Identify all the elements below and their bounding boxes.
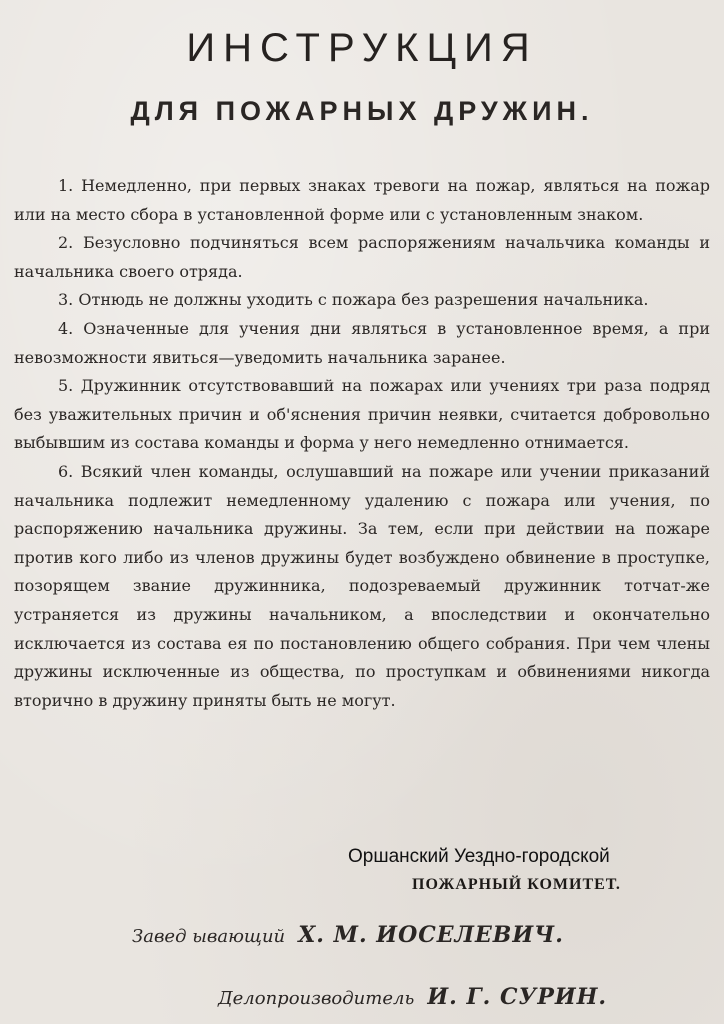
document-title: ИНСТРУКЦИЯ xyxy=(186,26,538,70)
paragraph-6: 6. Всякий член команды, ослушавший на пожаре или учении приказаний начальника подлежит немедленному удалению с пожара или учения, по распоряжению начальника дружины. За тем, если при действии на пожаре против кого либо из членов дружины будет возбуждено обвинение в проступке, позорящем звание дружинника, подозреваемый дружинник тотчат-же устраняется из дружины начальником, а впоследствии и окончательно исключается из состава ея по постановлению общего собрания. При чем члены дружины исключенные из общества, по проступкам и обвинениями никогда вторично в дружину приняты быть не могут. xyxy=(14,461,710,710)
paragraph-2: 2. Безусловно подчиняться всем распоряжениям начальчика команды и начальника своего отряда. xyxy=(14,233,710,281)
paragraph-1: 1. Немедленно, при первых знаках тревоги на пожар, являться на пожар или на место сбора в установленной форме или с установленным знаком. xyxy=(14,176,710,224)
signature-clerk xyxy=(218,984,607,1010)
paragraph-4: 4. Означенные для учения дни являться в установленное время, а при невозможности явиться—уведомить начальника заранее. xyxy=(14,318,710,367)
signature-manager xyxy=(132,922,564,948)
signature-name: И. Г. СУРИН. xyxy=(427,984,608,1010)
instruction-body xyxy=(14,172,710,715)
signature-role: Завед ывающий xyxy=(132,926,286,947)
committee-title: ПОЖАРНЫЙ КОМИТЕТ. xyxy=(412,876,621,893)
document-subtitle: ДЛЯ ПОЖАРНЫХ ДРУЖИН. xyxy=(130,96,594,126)
paragraph-5: 5. Дружинник отсутствовавший на пожарах или учениях три раза подряд без уважительных причин и об'яснения причин неявки, считается добровольно выбывшим из состава команды и форма у него немедленно отнимается. xyxy=(14,376,710,453)
signature-name: Х. М. ИОСЕЛЕВИЧ. xyxy=(298,922,564,948)
committee-name: Оршанский Уездно-городской xyxy=(348,846,610,867)
signature-role: Делопроизводитель xyxy=(218,988,415,1009)
committee-block xyxy=(348,846,688,894)
paragraph-3: 3. Отнюдь не должны уходить с пожара без разрешения начальника. xyxy=(58,290,649,310)
